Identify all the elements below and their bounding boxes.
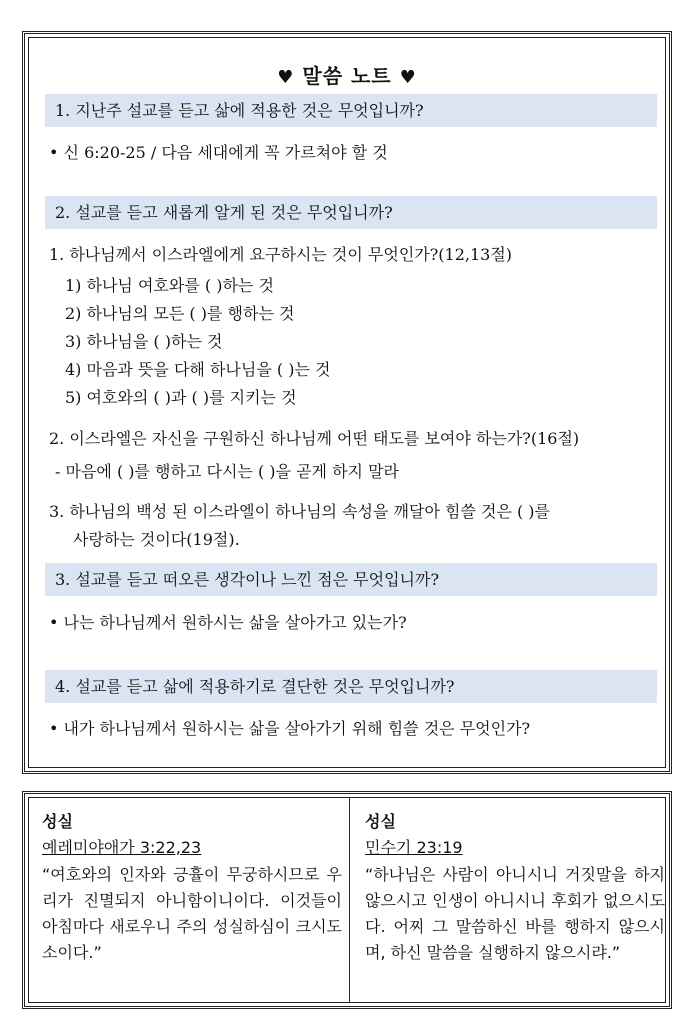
- question-3: 3. 설교를 듣고 떠오른 생각이나 느낀 점은 무엇입니까?: [45, 563, 657, 596]
- heart-icon: ♥: [399, 67, 417, 88]
- subquestion-1: 1. 하나님께서 이스라엘에게 요구하시는 것이 무엇인가?(12,13절): [49, 245, 513, 264]
- subanswer-2: - 마음에 ( )를 행하고 다시는 ( )을 곧게 하지 말라: [55, 462, 399, 481]
- question-4: 4. 설교를 듣고 삶에 적용하기로 결단한 것은 무엇입니까?: [45, 670, 657, 703]
- verses-inner: [28, 797, 666, 1003]
- fill-blank-2: 2) 하나님의 모든 ( )를 행하는 것: [65, 304, 295, 323]
- question-1: 1. 지난주 설교를 듣고 삶에 적용한 것은 무엇입니까?: [45, 94, 657, 127]
- subquestion-3: 3. 하나님의 백성 된 이스라엘이 하나님의 속성을 깨달아 힘쓸 것은 ( )를: [49, 502, 551, 521]
- verse-text: “하나님은 사람이 아니시니 거짓말을 하지 않으시고 인생이 아니시니 후회가 없으시도다. 어찌 그 말씀하신 바를 행하지 않으시며, 하신 말씀을 실행하지 않으시랴.”: [365, 865, 665, 962]
- verses-box: [22, 791, 672, 1009]
- verse-card-left: [42, 808, 342, 966]
- subquestion-2: 2. 이스라엘은 자신을 구원하신 하나님께 어떤 태도를 보여야 하는가?(16절): [49, 429, 580, 448]
- verse-reference: 민수기 23:19: [365, 838, 463, 857]
- answer-3: • 나는 하나님께서 원하시는 삶을 살아가고 있는가?: [49, 613, 407, 632]
- heart-icon: ♥: [277, 67, 295, 88]
- fill-blank-3: 3) 하나님을 ( )하는 것: [65, 332, 223, 351]
- verse-card-right: [365, 808, 665, 966]
- question-2: 2. 설교를 듣고 새롭게 알게 된 것은 무엇입니까?: [45, 196, 657, 229]
- fill-blank-5: 5) 여호와의 ( )과 ( )를 지키는 것: [65, 388, 297, 407]
- sermon-note-box: [22, 31, 672, 774]
- answer-1: • 신 6:20-25 / 다음 세대에게 꼭 가르쳐야 할 것: [49, 143, 388, 162]
- page-title: [29, 60, 665, 89]
- fill-blank-1: 1) 하나님 여호와를 ( )하는 것: [65, 276, 274, 295]
- verse-title: 성실: [42, 812, 73, 831]
- verse-text: “여호와의 인자와 긍휼이 무궁하시므로 우리가 진멸되지 아니함이니이다. 이것들이 아침마다 새로우니 주의 성실하심이 크시도소이다.”: [42, 865, 342, 962]
- subquestion-3-cont: 사랑하는 것이다(19절).: [73, 530, 240, 549]
- sermon-note-inner: [28, 37, 666, 768]
- column-divider: [349, 798, 350, 1002]
- verse-title: 성실: [365, 812, 396, 831]
- answer-4: • 내가 하나님께서 원하시는 삶을 살아가기 위해 힘쓸 것은 무엇인가?: [49, 719, 531, 738]
- verse-reference: 예레미야애가 3:22,23: [42, 838, 202, 857]
- fill-blank-4: 4) 마음과 뜻을 다해 하나님을 ( )는 것: [65, 360, 331, 379]
- title-text: 말씀 노트: [302, 64, 392, 88]
